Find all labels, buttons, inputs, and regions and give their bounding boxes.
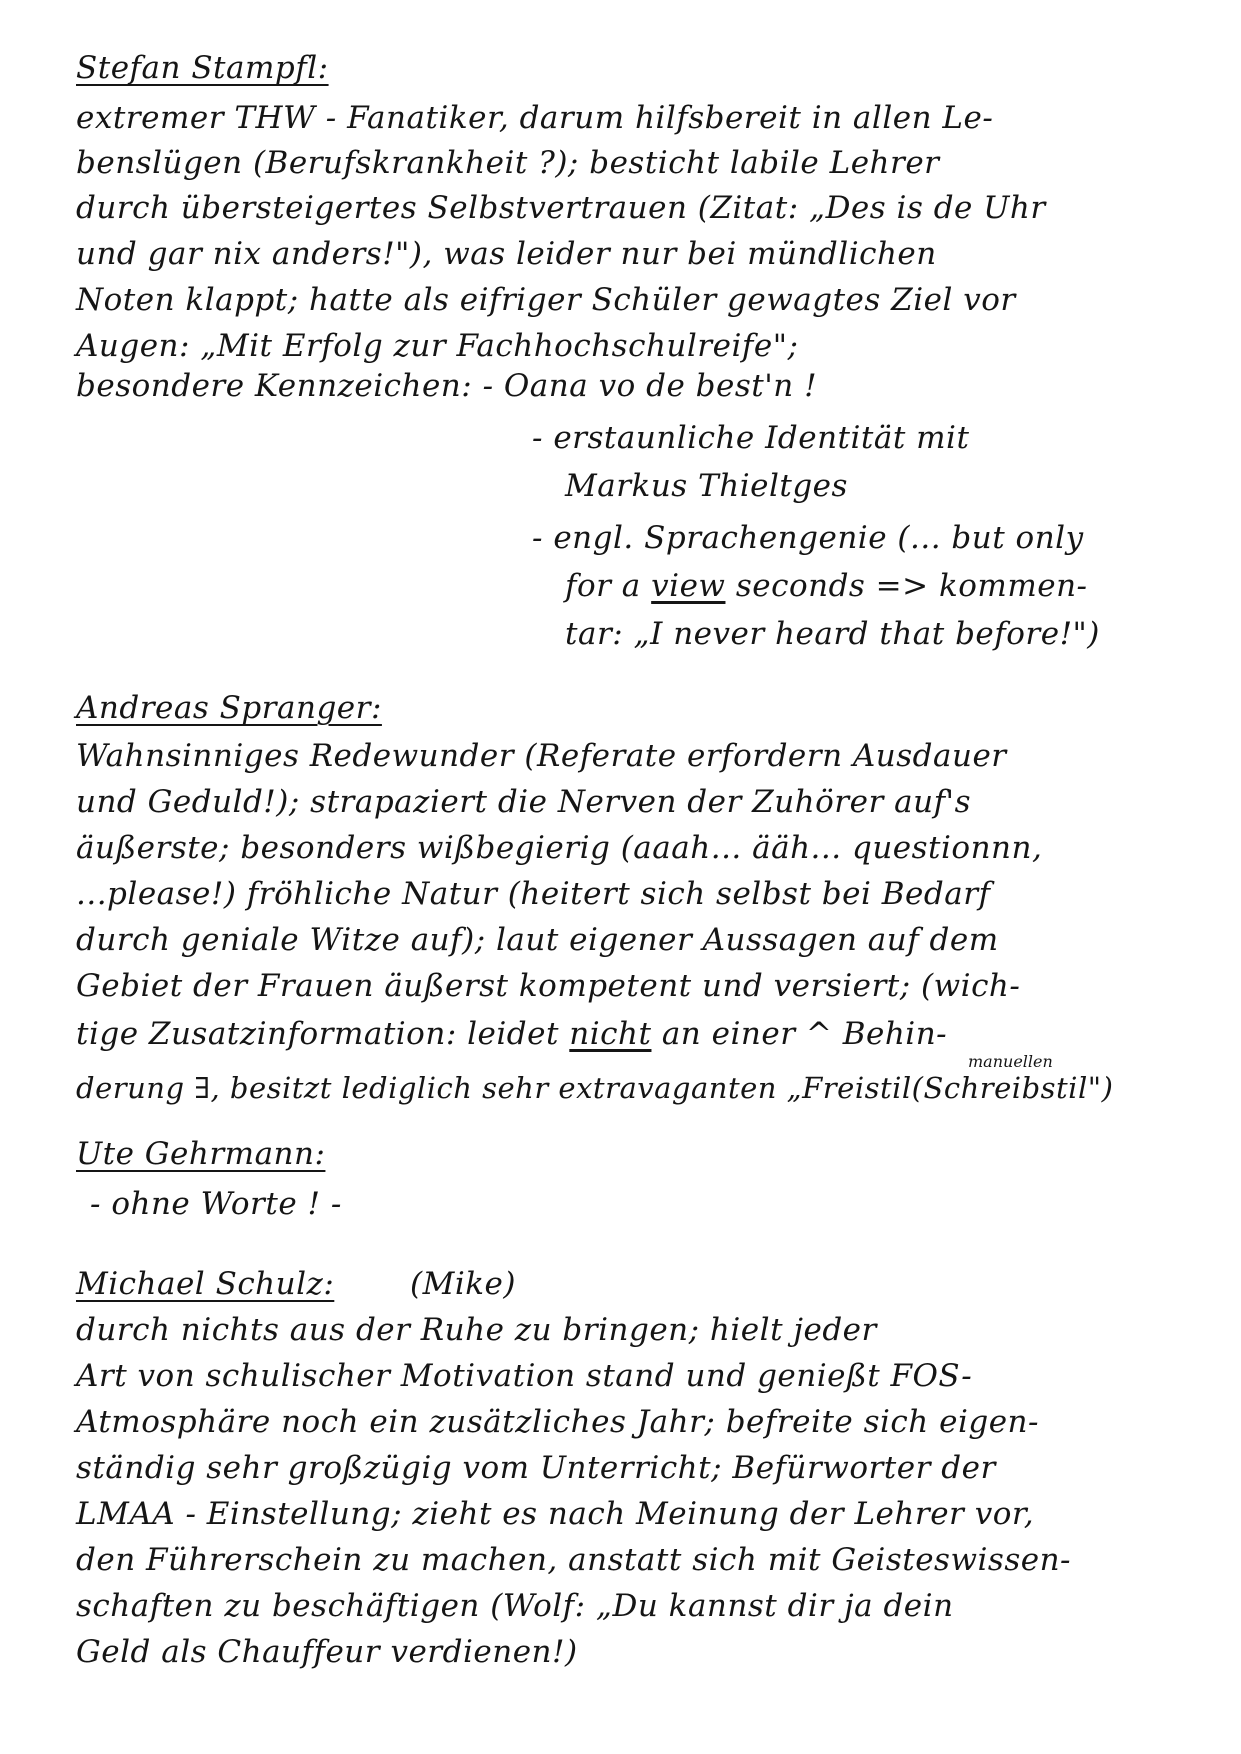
spranger-line-1: Wahnsinniges Redewunder (Referate erfordern Ausdauer bbox=[76, 738, 1007, 774]
insert-note-manuellen: manuellen bbox=[968, 1052, 1053, 1071]
spranger-line-6: Gebiet der Frauen äußerst kompetent und versiert; (wich- bbox=[76, 968, 1021, 1004]
schulz-line-5: LMAA - Einstellung; zieht es nach Meinung der Lehrer vor, bbox=[76, 1496, 1035, 1532]
schulz-line-6: den Führerschein zu machen, anstatt sich mit Geisteswissen- bbox=[76, 1542, 1072, 1578]
stampfl-line-5: Noten klappt; hatte als eifriger Schüler gewagtes Ziel vor bbox=[76, 282, 1016, 318]
spranger-line-3: äußerste; besonders wißbegierig (aaah... ääh... questionnn, bbox=[76, 830, 1043, 866]
stampfl-line-3: durch übersteigertes Selbstvertrauen (Zitat: „Des is de Uhr bbox=[76, 190, 1046, 226]
schulz-line-8: Geld als Chauffeur verdienen!) bbox=[76, 1634, 578, 1670]
schulz-line-4: ständig sehr großzügig vom Unterricht; Befürworter der bbox=[76, 1450, 996, 1486]
stampfl-line-12: tar: „I never heard that before!") bbox=[565, 616, 1100, 652]
spranger-line-7: tige Zusatzinformation: leidet nicht an einer ^ Behin- bbox=[76, 1016, 948, 1052]
schulz-heading-suffix: (Mike) bbox=[410, 1266, 516, 1302]
spranger-line-4: ...please!) fröhliche Natur (heitert sich selbst bei Bedarf bbox=[76, 876, 991, 912]
stampfl-line-7: besondere Kennzeichen: - Oana vo de best'n ! bbox=[76, 368, 818, 404]
stampfl-line-4: und gar nix anders!"), was leider nur bei mündlichen bbox=[76, 236, 937, 272]
schulz-line-2: Art von schulischer Motivation stand und genießt FOS- bbox=[76, 1358, 973, 1394]
spranger-line-2: und Geduld!); strapaziert die Nerven der Zuhörer auf's bbox=[76, 784, 971, 820]
underlined-word: view bbox=[651, 568, 726, 604]
heading-michael-schulz: Michael Schulz: bbox=[76, 1266, 335, 1302]
schulz-line-3: Atmosphäre noch ein zusätzliches Jahr; befreite sich eigen- bbox=[76, 1404, 1039, 1440]
heading-andreas-spranger: Andreas Spranger: bbox=[76, 690, 382, 726]
underlined-word: nicht bbox=[569, 1016, 652, 1052]
stampfl-line-10: - engl. Sprachengenie (... but only bbox=[532, 520, 1084, 556]
heading-ute-gehrmann: Ute Gehrmann: bbox=[76, 1136, 326, 1172]
spranger-line-5: durch geniale Witze auf); laut eigener Aussagen auf dem bbox=[76, 922, 999, 958]
schulz-line-1: durch nichts aus der Ruhe zu bringen; hielt jeder bbox=[76, 1312, 877, 1348]
stampfl-line-6: Augen: „Mit Erfolg zur Fachhochschulreife"; bbox=[76, 328, 799, 364]
schulz-line-7: schaften zu beschäftigen (Wolf: „Du kannst dir ja dein bbox=[76, 1588, 954, 1624]
heading-stefan-stampfl: Stefan Stampfl: bbox=[76, 50, 329, 86]
stampfl-line-8: - erstaunliche Identität mit bbox=[532, 420, 970, 456]
stampfl-line-2: benslügen (Berufskrankheit ?); besticht labile Lehrer bbox=[76, 145, 940, 181]
stampfl-line-1: extremer THW - Fanatiker, darum hilfsbereit in allen Le- bbox=[76, 100, 994, 136]
stampfl-line-9: Markus Thieltges bbox=[565, 468, 848, 504]
gehrmann-line-1: - ohne Worte ! - bbox=[90, 1186, 342, 1222]
spranger-line-8: derung ∃, besitzt lediglich sehr extravaganten „Freistil(Schreibstil") bbox=[76, 1071, 1114, 1105]
stampfl-line-11: for a view seconds => kommen- bbox=[565, 568, 1088, 604]
